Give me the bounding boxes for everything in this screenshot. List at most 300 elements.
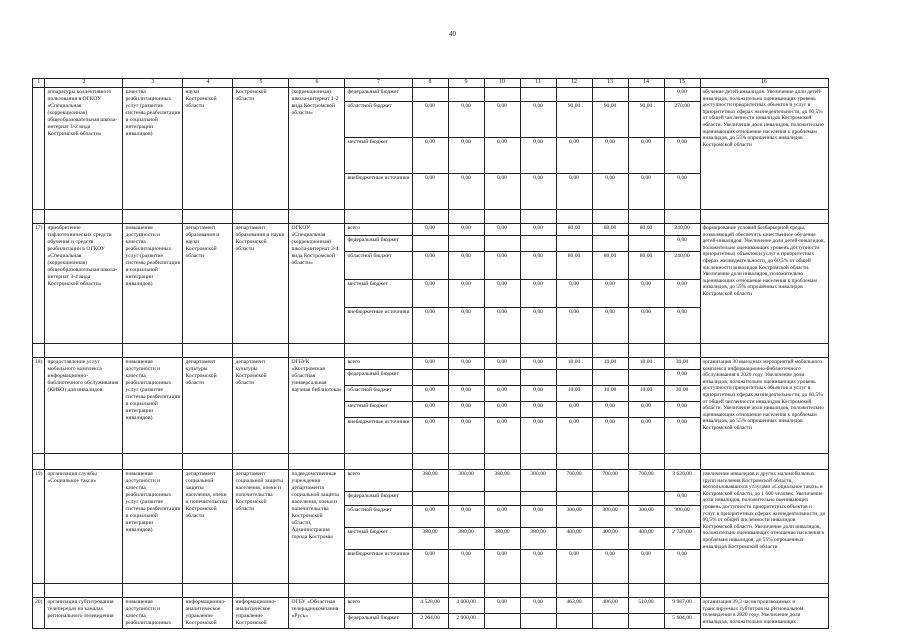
amount-cell: 0,00 [412, 280, 448, 308]
program-table [32, 78, 829, 629]
column-number: 15 [664, 79, 700, 88]
column-number: 14 [628, 79, 664, 88]
amount-cell: 0,00 [412, 386, 448, 402]
amount-cell: 0,00 [592, 174, 628, 210]
empty-cell [448, 584, 484, 598]
empty-cell [484, 210, 520, 224]
column-number: 9 [448, 79, 484, 88]
item-name: организация субтитрования телепередач на каналах регионального телевидения [45, 598, 123, 629]
amount-cell [520, 370, 556, 386]
amount-cell: 380,00 [520, 470, 556, 492]
amount-cell: 80,00 [556, 224, 592, 236]
item-executor: департамент образования и науки Костромской области [183, 224, 233, 344]
item-executor: департамент социальной защиты населения, опеки и попечительства Костромской области [183, 470, 233, 584]
amount-cell: 380,00 [484, 470, 520, 492]
table-row [33, 88, 829, 102]
amount-cell: 400,00 [592, 528, 628, 550]
spacer-row [33, 210, 829, 224]
funding-source: федеральный бюджет [345, 88, 412, 102]
empty-cell [33, 344, 45, 358]
empty-cell [448, 344, 484, 358]
empty-cell [183, 584, 233, 598]
amount-cell [448, 492, 484, 506]
amount-cell: 700,00 [556, 470, 592, 492]
empty-cell [484, 584, 520, 598]
amount-cell: 0,00 [448, 358, 484, 370]
amount-cell: 80,00 [556, 252, 592, 280]
amount-cell [556, 613, 592, 629]
item-number: 18) [33, 358, 45, 454]
amount-cell [592, 88, 628, 102]
amount-cell: 700,00 [628, 470, 664, 492]
amount-cell: 0,00 [664, 550, 700, 584]
column-number: 8 [412, 79, 448, 88]
amount-cell [628, 492, 664, 506]
empty-cell [556, 344, 592, 358]
amount-cell: 900,00 [664, 506, 700, 528]
amount-cell: 380,00 [412, 470, 448, 492]
amount-cell: 0,00 [628, 550, 664, 584]
empty-cell [345, 210, 412, 224]
amount-cell: 0,00 [520, 138, 556, 174]
amount-cell: 270,00 [664, 102, 700, 138]
amount-cell: 0,00 [520, 418, 556, 454]
amount-cell: 380,00 [448, 470, 484, 492]
column-number: 12 [556, 79, 592, 88]
amount-cell: 0,00 [520, 102, 556, 138]
amount-cell: 0,00 [520, 252, 556, 280]
spacer-row [33, 344, 829, 358]
amount-cell: 240,00 [664, 252, 700, 280]
amount-cell: 4 000,00 [448, 598, 484, 614]
amount-cell: 380,00 [484, 528, 520, 550]
funding-source: всего [345, 598, 412, 614]
amount-cell: 0,00 [484, 358, 520, 370]
amount-cell [592, 370, 628, 386]
amount-cell: 0,00 [664, 174, 700, 210]
empty-cell [520, 210, 556, 224]
amount-cell: 0,00 [628, 174, 664, 210]
table-row [33, 224, 829, 236]
item-name: организация службы «Социальное такси» [45, 470, 123, 584]
item-recipient: ОГБУ «Областная телерадиокомпания «Русь» [289, 598, 345, 629]
item-recipient: ОГКОУ «Специальная (коррекционная) школа-интернат 3-4 вида Костромской области» [289, 224, 345, 344]
amount-cell: 10,00 [628, 358, 664, 370]
empty-cell [628, 344, 664, 358]
amount-cell: 0,00 [592, 402, 628, 418]
amount-cell [628, 236, 664, 252]
empty-cell [123, 344, 183, 358]
amount-cell: 0,00 [448, 308, 484, 344]
amount-cell [520, 613, 556, 629]
item-name: предоставление услуг мобильного комплекса информационно-библиотечного обслуживания (КИБО) для инвалидов [45, 358, 123, 454]
funding-source: областной бюджет [345, 252, 412, 280]
amount-cell [556, 492, 592, 506]
empty-cell [289, 210, 345, 224]
amount-cell: 9 987,00 [664, 598, 700, 614]
table-row [33, 358, 829, 370]
funding-source: местный бюджет [345, 138, 412, 174]
item-executor: науки Костромской области [183, 88, 233, 210]
funding-source: внебюджетные источники [345, 418, 412, 454]
amount-cell [628, 370, 664, 386]
amount-cell [592, 236, 628, 252]
amount-cell: 0,00 [412, 138, 448, 174]
amount-cell: 0,00 [412, 174, 448, 210]
item-coexecutor: департамент социальной защиты населения, опеки и попечительства Костромской области [233, 470, 289, 584]
amount-cell: 0,00 [448, 138, 484, 174]
amount-cell: 30,00 [664, 358, 700, 370]
column-number: 13 [592, 79, 628, 88]
amount-cell [484, 236, 520, 252]
empty-cell [412, 344, 448, 358]
item-coexecutor: департамент культуры Костромской области [233, 358, 289, 454]
amount-cell: 30,00 [664, 386, 700, 402]
amount-cell: 0,00 [412, 506, 448, 528]
amount-cell: 0,00 [520, 402, 556, 418]
amount-cell: 0,00 [484, 550, 520, 584]
amount-cell: 0,00 [556, 418, 592, 454]
funding-source: федеральный бюджет [345, 613, 412, 629]
empty-cell [33, 210, 45, 224]
amount-cell: 5 604,00 [664, 613, 700, 629]
funding-source: всего [345, 224, 412, 236]
amount-cell: 0,00 [556, 174, 592, 210]
amount-cell: 0,00 [592, 308, 628, 344]
empty-cell [700, 454, 828, 470]
empty-cell [556, 210, 592, 224]
amount-cell: 0,00 [484, 252, 520, 280]
spacer-row [33, 584, 829, 598]
table-body [33, 79, 829, 629]
amount-cell: 0,00 [412, 308, 448, 344]
empty-cell [700, 344, 828, 358]
column-number: 5 [233, 79, 289, 88]
spacer-row [33, 454, 829, 470]
amount-cell: 0,00 [484, 598, 520, 614]
column-number-row [33, 79, 829, 88]
amount-cell: 80,00 [628, 252, 664, 280]
amount-cell: 400,00 [628, 528, 664, 550]
amount-cell: 0,00 [664, 418, 700, 454]
funding-source: федеральный бюджет [345, 492, 412, 506]
amount-cell: 80,00 [628, 224, 664, 236]
amount-cell [412, 88, 448, 102]
item-coexecutor: департамент образования и науки Костромской области [233, 224, 289, 344]
amount-cell: 0,00 [448, 386, 484, 402]
item-purpose: повышение доступности и качества реабилитационных услуг (развитие системы реабилитации и социальной интеграции инвалидов) [123, 224, 183, 344]
amount-cell: 2 264,00 [412, 613, 448, 629]
amount-cell: 10,00 [556, 386, 592, 402]
expected-result: формирование условий безбарьерной среды, позволяющей обеспечить качественное обучение детей-инвалидов. Увеличение доли детей-инвалидов, положительно оценивающих уровень доступности приоритетных объектов и услуг в приоритетных сферах жизнедеятельности, до 60,5% от общей численности инвалидов Костромской области. Увеличение доли инвалидов, положительно оценивающих отношение населения к проблемам инвалидов, до 55% опрошенных инвалидов Костромской области [700, 224, 828, 344]
item-coexecutor: информационно-аналитическое управление Костромской [233, 598, 289, 629]
amount-cell: 90,00 [628, 102, 664, 138]
empty-cell [448, 210, 484, 224]
amount-cell: 80,00 [592, 252, 628, 280]
amount-cell: 0,00 [412, 402, 448, 418]
column-number: 6 [289, 79, 345, 88]
amount-cell: 300,00 [628, 506, 664, 528]
amount-cell: 0,00 [520, 358, 556, 370]
amount-cell: 0,00 [484, 386, 520, 402]
amount-cell: 380,00 [448, 528, 484, 550]
amount-cell [484, 492, 520, 506]
amount-cell: 0,00 [448, 402, 484, 418]
amount-cell: 10,00 [592, 358, 628, 370]
amount-cell: 0,00 [664, 138, 700, 174]
amount-cell: 0,00 [484, 308, 520, 344]
amount-cell [520, 236, 556, 252]
empty-cell [700, 210, 828, 224]
amount-cell [484, 88, 520, 102]
amount-cell: 240,00 [664, 224, 700, 236]
column-number: 1 [33, 79, 45, 88]
amount-cell: 380,00 [412, 528, 448, 550]
empty-cell [183, 454, 233, 470]
amount-cell: 10,00 [556, 358, 592, 370]
empty-cell [233, 454, 289, 470]
amount-cell: 0,00 [412, 358, 448, 370]
column-number: 3 [123, 79, 183, 88]
amount-cell: 0,00 [556, 308, 592, 344]
amount-cell [412, 370, 448, 386]
item-purpose: повышение доступности и качества реабилитационных услуг (развитие системы реабилитации и социальной интеграции инвалидов) [123, 470, 183, 584]
empty-cell [412, 210, 448, 224]
item-name: приобретение тифлотехнических средств обучения и средств реабилитации в ОГКОУ «Специальная (коррекционная) общеобразовательная школа-интернат 3-4 вида Костромской области» [45, 224, 123, 344]
amount-cell [412, 236, 448, 252]
empty-cell [345, 454, 412, 470]
amount-cell [448, 370, 484, 386]
amount-cell: 0,00 [592, 418, 628, 454]
empty-cell [556, 454, 592, 470]
expected-result: увеличение инвалидов и других маломобильных групп населения Костромской области, воспользовавшихся услугами «Социальное такси» в Костромской области, до 1 600 человек. Увеличение доли инвалидов, положительно оценивающих уровень доступности приоритетных объектов и услуг в приоритетных сферах жизнедеятельности, до 60,5% от общей численности инвалидов Костромской области. Увеличение доли инвалидов, положительно оценивающих отношение населения к проблемам инвалидов, до 55% опрошенных инвалидов Костромской области [700, 470, 828, 584]
amount-cell: 0,00 [484, 102, 520, 138]
amount-cell: 0,00 [448, 506, 484, 528]
empty-cell [520, 344, 556, 358]
amount-cell: 0,00 [628, 308, 664, 344]
amount-cell: 0,00 [412, 224, 448, 236]
amount-cell: 0,00 [520, 308, 556, 344]
amount-cell: 0,00 [484, 224, 520, 236]
empty-cell [345, 344, 412, 358]
empty-cell [183, 344, 233, 358]
amount-cell: 0,00 [556, 138, 592, 174]
empty-cell [520, 454, 556, 470]
empty-cell [233, 210, 289, 224]
amount-cell: 0,00 [556, 280, 592, 308]
amount-cell: 0,00 [520, 506, 556, 528]
amount-cell: 300,00 [592, 506, 628, 528]
empty-cell [628, 584, 664, 598]
empty-cell [233, 344, 289, 358]
amount-cell: 0,00 [412, 550, 448, 584]
amount-cell: 510,00 [628, 598, 664, 614]
amount-cell: 0,00 [448, 252, 484, 280]
amount-cell: 700,00 [592, 470, 628, 492]
amount-cell [520, 88, 556, 102]
amount-cell: 0,00 [448, 102, 484, 138]
expected-result: обучение детей-инвалидов. Увеличение доли детей-инвалидов, положительно оценивающих уровень доступности приоритетных объектов и услуг в приоритетных сферах жизнедеятельности, до 60,5% от общей численности инвалидов Костромской области. Увеличение доли инвалидов, положительно оценивающих отношение населения к проблемам инвалидов, до 55% опрошенных инвалидов Костромской области [700, 88, 828, 210]
amount-cell: 0,00 [448, 550, 484, 584]
amount-cell: 0,00 [664, 492, 700, 506]
amount-cell: 0,00 [628, 402, 664, 418]
amount-cell: 380,00 [520, 528, 556, 550]
item-executor: департамент культуры Костромской области [183, 358, 233, 454]
amount-cell: 0,00 [412, 102, 448, 138]
item-recipient: ОГБУК «Костромская областная универсальная научная библиотека» [289, 358, 345, 454]
amount-cell: 10,00 [592, 386, 628, 402]
amount-cell [592, 492, 628, 506]
item-number: 17) [33, 224, 45, 344]
empty-cell [33, 454, 45, 470]
empty-cell [664, 584, 700, 598]
amount-cell: 0,00 [484, 174, 520, 210]
funding-source: областной бюджет [345, 386, 412, 402]
item-purpose: повышение доступности и качества реабилитационных [123, 598, 183, 629]
amount-cell: 0,00 [664, 402, 700, 418]
amount-cell: 486,00 [592, 598, 628, 614]
item-number [33, 88, 45, 210]
item-recipient: подведомственные учреждения департамента социальной защиты населения, опеки и попечительства Костромской области, Администрация города Костромы [289, 470, 345, 584]
funding-source: федеральный бюджет [345, 370, 412, 386]
item-purpose: качества реабилитационных услуг (развитие системы реабилитации и социальной интеграции инвалидов) [123, 88, 183, 210]
item-coexecutor: Костромской области [233, 88, 289, 210]
empty-cell [556, 584, 592, 598]
amount-cell [484, 613, 520, 629]
page-number: 40 [449, 30, 456, 38]
amount-cell: 0,00 [520, 174, 556, 210]
amount-cell: 300,00 [556, 506, 592, 528]
item-purpose: повышение доступности и качества реабилитационных услуг (развитие системы реабилитации и социальной интеграции инвалидов) [123, 358, 183, 454]
amount-cell [484, 370, 520, 386]
amount-cell: 0,00 [520, 386, 556, 402]
amount-cell: 0,00 [520, 224, 556, 236]
item-executor: информационно-аналитическое управление Костромской [183, 598, 233, 629]
empty-cell [123, 584, 183, 598]
empty-cell [664, 210, 700, 224]
empty-cell [45, 454, 123, 470]
amount-cell: 0,00 [556, 402, 592, 418]
funding-source: внебюджетные источники [345, 308, 412, 344]
amount-cell: 0,00 [448, 418, 484, 454]
amount-cell: 2 720,00 [664, 528, 700, 550]
amount-cell: 0,00 [520, 280, 556, 308]
empty-cell [345, 584, 412, 598]
empty-cell [664, 344, 700, 358]
empty-cell [628, 210, 664, 224]
empty-cell [123, 454, 183, 470]
expected-result: организация 30 выездных мероприятий мобильного комплекса информационно-библиотечного обслуживания в 2020 году. Увеличение доли инвалидов, положительно оценивающих уровень доступности приоритетных объектов и услуг в приоритетных сферах жизнедеятельности, до 60,5% от общей численности инвалидов Костромской области. Увеличение доли инвалидов, положительно оценивающих отношение населения к проблемам инвалидов, до 55% опрошенных инвалидов Костромской области [700, 358, 828, 454]
empty-cell [664, 454, 700, 470]
amount-cell: 0,00 [556, 550, 592, 584]
amount-cell: 0,00 [628, 280, 664, 308]
amount-cell: 400,00 [556, 528, 592, 550]
amount-cell: 0,00 [664, 280, 700, 308]
funding-source: местный бюджет [345, 402, 412, 418]
empty-cell [700, 584, 828, 598]
amount-cell: 0,00 [628, 138, 664, 174]
column-number: 4 [183, 79, 233, 88]
empty-cell [289, 584, 345, 598]
empty-cell [45, 584, 123, 598]
expected-result: организация 39,3 часов производимых и транслируемых субтитров на региональном телевидении в 2020 году. Увеличение доли инвалидов, положительно оценивающих [700, 598, 828, 629]
amount-cell: 0,00 [592, 550, 628, 584]
funding-source: местный бюджет [345, 528, 412, 550]
amount-cell: 0,00 [592, 138, 628, 174]
amount-cell: 0,00 [448, 224, 484, 236]
empty-cell [123, 210, 183, 224]
amount-cell [556, 88, 592, 102]
amount-cell [520, 492, 556, 506]
empty-cell [484, 344, 520, 358]
column-number: 10 [484, 79, 520, 88]
amount-cell [592, 613, 628, 629]
funding-source: внебюджетные источники [345, 550, 412, 584]
funding-source: всего [345, 358, 412, 370]
funding-source: местный бюджет [345, 280, 412, 308]
amount-cell: 0,00 [520, 550, 556, 584]
funding-source: областной бюджет [345, 506, 412, 528]
empty-cell [448, 454, 484, 470]
column-number: 7 [345, 79, 412, 88]
amount-cell: 0,00 [448, 280, 484, 308]
amount-cell: 0,00 [484, 138, 520, 174]
amount-cell: 80,00 [592, 224, 628, 236]
amount-cell: 0,00 [484, 418, 520, 454]
amount-cell: 0,00 [484, 280, 520, 308]
empty-cell [484, 454, 520, 470]
table-row [33, 470, 829, 492]
column-number: 16 [700, 79, 828, 88]
item-recipient: (коррекционная) школа-интернат 1-2 вида Костромской области» [289, 88, 345, 210]
item-name: аппаратуры коллективного пользования в ОГКОУ «Специальная (коррекционная) общеобразовательная школа-интернат 1-2 вида Костромской области» [45, 88, 123, 210]
empty-cell [45, 210, 123, 224]
empty-cell [520, 584, 556, 598]
empty-cell [45, 344, 123, 358]
amount-cell: 0,00 [664, 236, 700, 252]
empty-cell [628, 454, 664, 470]
funding-source: внебюджетные источники [345, 174, 412, 210]
empty-cell [412, 454, 448, 470]
amount-cell [556, 236, 592, 252]
empty-cell [289, 344, 345, 358]
amount-cell [448, 236, 484, 252]
amount-cell: 0,00 [412, 418, 448, 454]
amount-cell [628, 88, 664, 102]
empty-cell [33, 584, 45, 598]
amount-cell: 0,00 [484, 506, 520, 528]
amount-cell: 0,00 [448, 174, 484, 210]
empty-cell [289, 454, 345, 470]
amount-cell [412, 492, 448, 506]
amount-cell: 0,00 [628, 418, 664, 454]
amount-cell: 2 000,00 [448, 613, 484, 629]
item-number: 20) [33, 598, 45, 629]
empty-cell [183, 210, 233, 224]
amount-cell [448, 88, 484, 102]
amount-cell: 0,00 [412, 252, 448, 280]
amount-cell: 0,00 [520, 598, 556, 614]
amount-cell: 0,00 [664, 88, 700, 102]
column-number: 2 [45, 79, 123, 88]
amount-cell: 4 528,00 [412, 598, 448, 614]
empty-cell [592, 454, 628, 470]
amount-cell: 3 620,00 [664, 470, 700, 492]
amount-cell: 10,00 [628, 386, 664, 402]
amount-cell [556, 370, 592, 386]
amount-cell [628, 613, 664, 629]
funding-source: всего [345, 470, 412, 492]
